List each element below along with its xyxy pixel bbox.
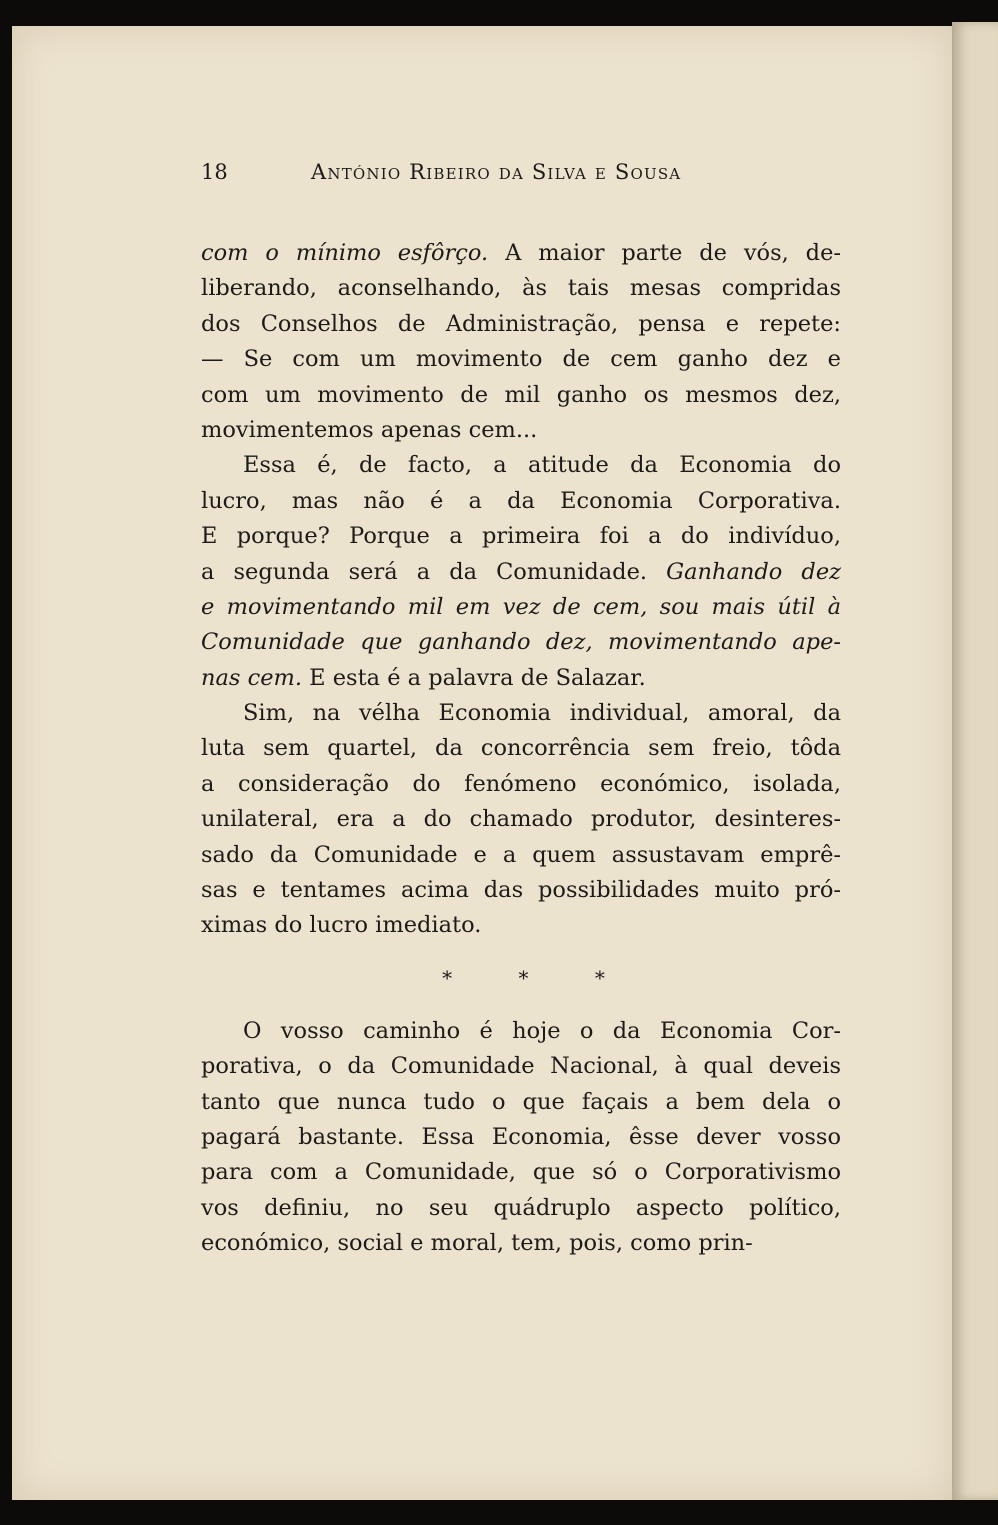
text-segment: para com a Comunidade, que só o Corporativismo <box>201 1159 841 1186</box>
text-line <box>201 838 841 873</box>
text-segment: sas e tentames acima das possibilidades muito pró- <box>201 877 841 904</box>
text-segment: a segunda será a da Comunidade. <box>201 558 667 585</box>
text-line <box>201 625 841 660</box>
text-line <box>201 1155 841 1190</box>
text-line <box>201 307 841 342</box>
text-segment: vos definiu, no seu quádruplo aspecto político, <box>201 1194 841 1221</box>
text-line <box>201 908 841 943</box>
text-line <box>201 413 841 448</box>
text-line <box>201 767 841 802</box>
text-segment: unilateral, era a do chamado produtor, desinteres- <box>201 806 841 833</box>
text-segment: Essa é, de facto, a atitude da Economia do <box>243 452 841 479</box>
italic-text: nas cem. <box>201 664 303 691</box>
text-segment: porativa, o da Comunidade Nacional, à qual deveis <box>201 1053 841 1080</box>
adjacent-page-edge <box>952 22 998 1500</box>
text-line <box>201 590 841 625</box>
text-line <box>201 484 841 519</box>
text-segment: pagará bastante. Essa Economia, êsse dever vosso <box>201 1123 841 1150</box>
page-number: 18 <box>201 160 228 184</box>
paragraph <box>201 1014 841 1262</box>
text-line <box>201 1120 841 1155</box>
body-text <box>201 236 841 1262</box>
text-segment: — Se com um movimento de cem ganho dez e <box>201 346 841 373</box>
text-segment: lucro, mas não é a da Economia Corporativa. <box>201 487 841 514</box>
paragraph <box>201 696 841 944</box>
text-line <box>201 696 841 731</box>
text-segment: Sim, na vélha Economia individual, amoral, da <box>243 700 841 727</box>
italic-text: Ganhando dez <box>666 558 841 585</box>
text-segment: movimentemos apenas cem... <box>201 416 538 443</box>
section-separator: * * * <box>442 966 635 991</box>
text-line <box>201 555 841 590</box>
text-segment: E esta é a palavra de Salazar. <box>302 664 646 691</box>
text-line <box>201 342 841 377</box>
paragraph <box>201 448 841 696</box>
text-line <box>201 731 841 766</box>
page-header <box>201 160 841 190</box>
text-segment: económico, social e moral, tem, pois, como prin- <box>201 1230 753 1257</box>
text-segment: ximas do lucro imediato. <box>201 912 482 939</box>
text-line <box>201 448 841 483</box>
text-line <box>201 378 841 413</box>
text-line <box>201 661 841 696</box>
text-segment: liberando, aconselhando, às tais mesas compridas <box>201 275 841 302</box>
text-line <box>201 1226 841 1261</box>
text-line <box>201 271 841 306</box>
text-line <box>201 802 841 837</box>
text-segment: E porque? Porque a primeira foi a do indivíduo, <box>201 523 841 550</box>
italic-text: e movimentando mil em vez de cem, sou mais útil à <box>201 593 841 620</box>
running-head: António Ribeiro da Silva e Sousa <box>311 160 682 184</box>
text-segment: com um movimento de mil ganho os mesmos dez, <box>201 381 841 408</box>
text-segment: sado da Comunidade e a quem assustavam emprê- <box>201 841 841 868</box>
text-segment: a consideração do fenómeno económico, isolada, <box>201 770 841 797</box>
text-segment: tanto que nunca tudo o que façais a bem dela o <box>201 1088 841 1115</box>
text-line <box>201 519 841 554</box>
italic-text: com o mínimo esfôrço. <box>201 240 489 266</box>
text-line <box>201 1085 841 1120</box>
text-segment: luta sem quartel, da concorrência sem freio, tôda <box>201 735 841 762</box>
paragraph <box>201 236 841 448</box>
italic-text: Comunidade que ganhando dez, movimentando ape- <box>201 629 841 656</box>
text-segment: O vosso caminho é hoje o da Economia Cor- <box>243 1017 841 1044</box>
text-line <box>201 1191 841 1226</box>
text-line <box>201 236 841 271</box>
text-segment: A maior parte de vós, de- <box>488 240 842 266</box>
text-line <box>201 1014 841 1049</box>
text-line <box>201 1049 841 1084</box>
text-line <box>201 873 841 908</box>
text-segment: dos Conselhos de Administração, pensa e repete: <box>201 310 841 337</box>
